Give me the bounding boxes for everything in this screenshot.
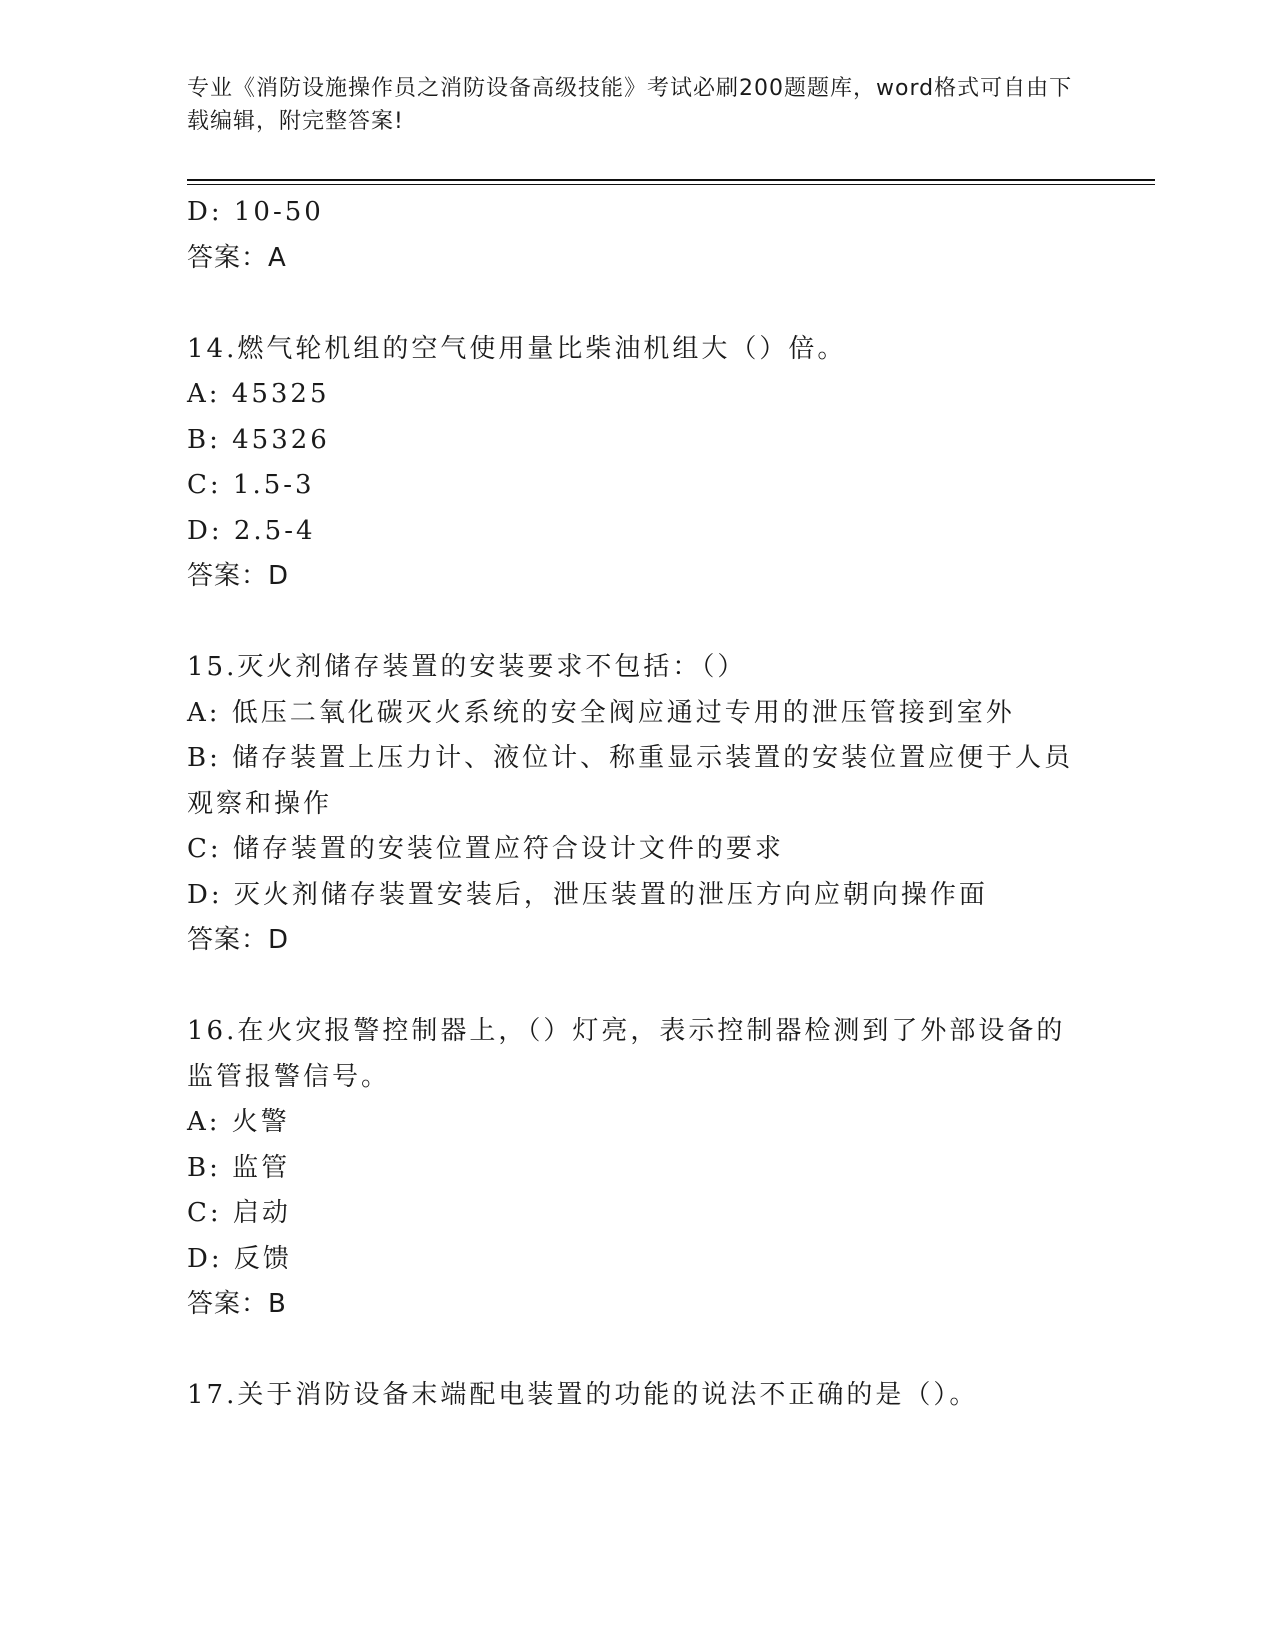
page-header: 专业《消防设施操作员之消防设备高级技能》考试必刷200题题库，word格式可自由下载编辑，附完整答案! (187, 76, 1073, 134)
answer-line: 答案：D (187, 925, 290, 955)
option-d: D: 2.5-4 (187, 515, 316, 546)
option-d: D: 灭火剂储存装置安装后，泄压装置的泄压方向应朝向操作面 (187, 879, 988, 910)
option-c: C: 储存装置的安装位置应符合设计文件的要求 (187, 834, 784, 864)
question-17 (187, 1373, 1087, 1419)
spacer (187, 1328, 1087, 1374)
answer-line: 答案：D (187, 561, 290, 591)
answer-line: 答案：B (187, 1289, 287, 1319)
option-b: B: 储存装置上压力计、液位计、称重显示装置的安装位置应便于人员观察和操作 (187, 743, 1074, 819)
question-14 (187, 327, 1087, 600)
option-b: B: 45326 (187, 424, 330, 455)
option-c: C: 启动 (187, 1198, 291, 1228)
question-15 (187, 645, 1087, 964)
header-divider-thick (187, 179, 1155, 181)
option-d: D: 10-50 (187, 197, 324, 227)
question-stem: 14.燃气轮机组的空气使用量比柴油机组大（）倍。 (187, 333, 847, 364)
option-a: A: 45325 (187, 379, 330, 409)
header-divider-thin (187, 184, 1155, 185)
option-a: A: 火警 (187, 1107, 290, 1137)
spacer (187, 281, 1087, 327)
question-stem: 15.灭火剂储存装置的安装要求不包括：（） (187, 652, 747, 682)
answer-line: 答案：A (187, 242, 287, 273)
option-c: C: 1.5-3 (187, 470, 315, 500)
option-a: A: 低压二氧化碳灭火系统的安全阀应通过专用的泄压管接到室外 (187, 697, 1015, 728)
option-d: D: 反馈 (187, 1243, 292, 1274)
option-b: B: 监管 (187, 1152, 291, 1183)
question-16 (187, 1009, 1087, 1328)
question-stem: 16.在火灾报警控制器上，（）灯亮，表示控制器检测到了外部设备的监管报警信号。 (187, 1016, 1066, 1092)
spacer (187, 600, 1087, 646)
question-stem: 17.关于消防设备末端配电装置的功能的说法不正确的是（）。 (187, 1380, 979, 1410)
question-content (187, 190, 1087, 1419)
spacer (187, 964, 1087, 1010)
